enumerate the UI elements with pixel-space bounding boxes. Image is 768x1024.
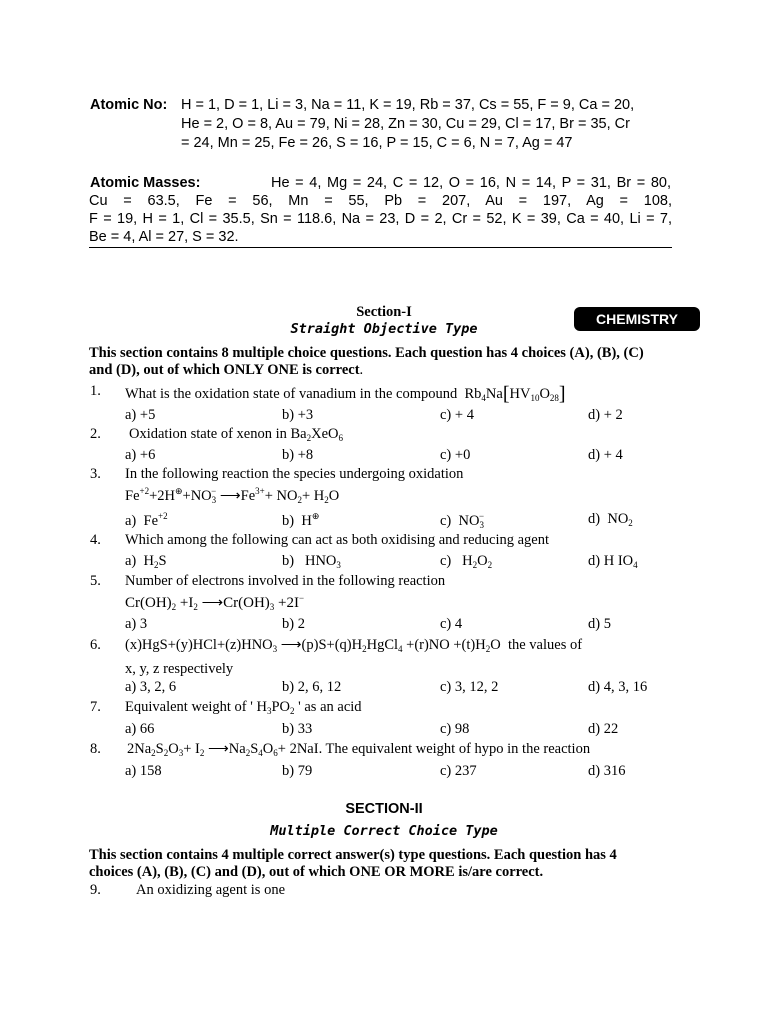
option-a[interactable]: a) $H_2S$: [125, 553, 167, 570]
question-text: Number of electrons involved in the following reaction: [125, 573, 446, 589]
question-number: 1.: [90, 383, 101, 399]
question-number: 3.: [90, 466, 101, 482]
option-b[interactable]: b) +3: [282, 407, 314, 423]
question-text: An oxidizing agent is one: [136, 882, 286, 898]
atomic-no-line: H = 1, D = 1, Li = 3, Na = 11, K = 19, Rb = 37, Cs = 55, F = 9, Ca = 20,: [181, 97, 635, 113]
question-number: 5.: [90, 573, 101, 589]
option-b[interactable]: b) 33: [282, 721, 313, 737]
section-subtitle: Straight Objective Type: [290, 321, 478, 337]
section-title: Section-I: [356, 304, 412, 320]
option-d[interactable]: d) 316: [588, 763, 626, 779]
question-number: 4.: [90, 532, 101, 548]
section-instructions: This section contains 8 multiple choice questions. Each question has 4 choices (A), (B), (C): [89, 345, 644, 361]
option-d[interactable]: d) 22: [588, 721, 619, 737]
atomic-no-line: = 24, Mn = 25, Fe = 26, S = 16, P = 15, C = 6, N = 7, Ag = 47: [181, 135, 573, 151]
option-c[interactable]: c) 98: [440, 721, 470, 737]
option-c[interactable]: c) $NO_3^-$: [440, 511, 485, 530]
atomic-masses-line: F = 19, H = 1, Cl = 35.5, Sn = 118.6, Na = 23, D = 2, Cr = 52, K = 39, Ca = 40, Li = 7,: [89, 211, 672, 227]
question-number: 6.: [90, 637, 101, 653]
section-title: SECTION-II: [345, 801, 423, 817]
option-a[interactable]: a) 66: [125, 721, 155, 737]
question-text: Equivalent weight of ' $H_3PO_2$ ' as an acid: [125, 699, 362, 716]
question-number: 8.: [90, 741, 101, 757]
atomic-masses-line: He = 4, Mg = 24, C = 12, O = 16, N = 14, P = 31, Br = 80,: [271, 175, 671, 191]
option-c[interactable]: c) 3, 12, 2: [440, 679, 499, 695]
option-d[interactable]: d) 5: [588, 616, 611, 632]
question-text: In the following reaction the species undergoing oxidation: [125, 466, 464, 482]
atomic-masses-label: Atomic Masses:: [90, 175, 201, 191]
atomic-no-line: He = 2, O = 8, Au = 79, Ni = 28, Zn = 30, Cu = 29, Cl = 17, Br = 35, Cr: [181, 116, 630, 132]
option-a[interactable]: a) 3: [125, 616, 148, 632]
section-instructions: This section contains 4 multiple correct answer(s) type questions. Each question has 4: [89, 847, 617, 863]
option-b[interactable]: b) 2: [282, 616, 305, 632]
option-b[interactable]: b) 2, 6, 12: [282, 679, 342, 695]
question-text: Which among the following can act as both oxidising and reducing agent: [125, 532, 550, 548]
question-text: x, y, z respectively: [125, 661, 234, 677]
option-b[interactable]: b) +8: [282, 447, 314, 463]
section-subtitle: Multiple Correct Choice Type: [270, 823, 498, 839]
question-number: 9.: [90, 882, 101, 898]
reaction-equation: $Cr(OH)_2 +I_2$ $⟶Cr(OH)_3 +2I^-$: [125, 593, 305, 612]
option-b[interactable]: b) $HNO_3$: [282, 553, 341, 570]
section-instructions: and (D), out of which ONLY ONE is correct.: [89, 362, 364, 378]
question-text: $2Na_2S_2O_3+ I_2$ $⟶Na_2S_4O_6+ 2NaI$. The equivalent weight of hypo in the reaction: [127, 741, 591, 758]
section-instructions: choices (A), (B), (C) and (D), out of which ONE OR MORE is/are correct.: [89, 864, 544, 880]
subject-badge: CHEMISTRY: [574, 307, 700, 331]
option-b[interactable]: b) H⊕: [282, 511, 320, 529]
option-a[interactable]: a) $Fe^{+2}$: [125, 511, 168, 529]
option-c[interactable]: c) $H_2O_2$: [440, 553, 493, 570]
option-c[interactable]: c) +0: [440, 447, 471, 463]
option-a[interactable]: a) +5: [125, 407, 156, 423]
option-c[interactable]: c) 237: [440, 763, 477, 779]
option-c[interactable]: c) 4: [440, 616, 463, 632]
option-a[interactable]: a) 3, 2, 6: [125, 679, 177, 695]
question-number: 2.: [90, 426, 101, 442]
question-text: $(x)HgS+(y)HCl+(z)HNO_3$ $⟶(p)S+(q)H_2HgCl_4 +(r)NO +(t)H_2O$ the values of: [125, 637, 583, 654]
option-d[interactable]: d) 4, 3, 16: [588, 679, 648, 695]
option-d[interactable]: d) + 2: [588, 407, 623, 423]
question-text: Oxidation state of xenon in $Ba_2XeO_6$: [129, 426, 343, 443]
atomic-no-label: Atomic No:: [90, 97, 168, 113]
atomic-masses-line: Cu = 63.5, Fe = 56, Mn = 55, Pb = 207, Au = 197, Ag = 108,: [89, 193, 672, 209]
option-d[interactable]: d) $NO_2$: [588, 511, 633, 528]
option-d[interactable]: d) + 4: [588, 447, 623, 463]
question-text: What is the oxidation state of vanadium in the compound $Rb_4Na[HV_{10}O_{28}]$: [125, 383, 566, 405]
option-d[interactable]: d) H $IO_4$: [588, 553, 638, 570]
reaction-equation: $Fe^{+2}+2H^\oplus+NO_3^-$ $⟶Fe^{3+}+ NO_2+ H_2O$: [125, 486, 340, 505]
atomic-masses-line: Be = 4, Al = 27, S = 32.: [89, 229, 239, 245]
option-c[interactable]: c) + 4: [440, 407, 474, 423]
divider: [89, 247, 672, 248]
option-a[interactable]: a) +6: [125, 447, 156, 463]
question-number: 7.: [90, 699, 101, 715]
option-b[interactable]: b) 79: [282, 763, 313, 779]
option-a[interactable]: a) 158: [125, 763, 162, 779]
